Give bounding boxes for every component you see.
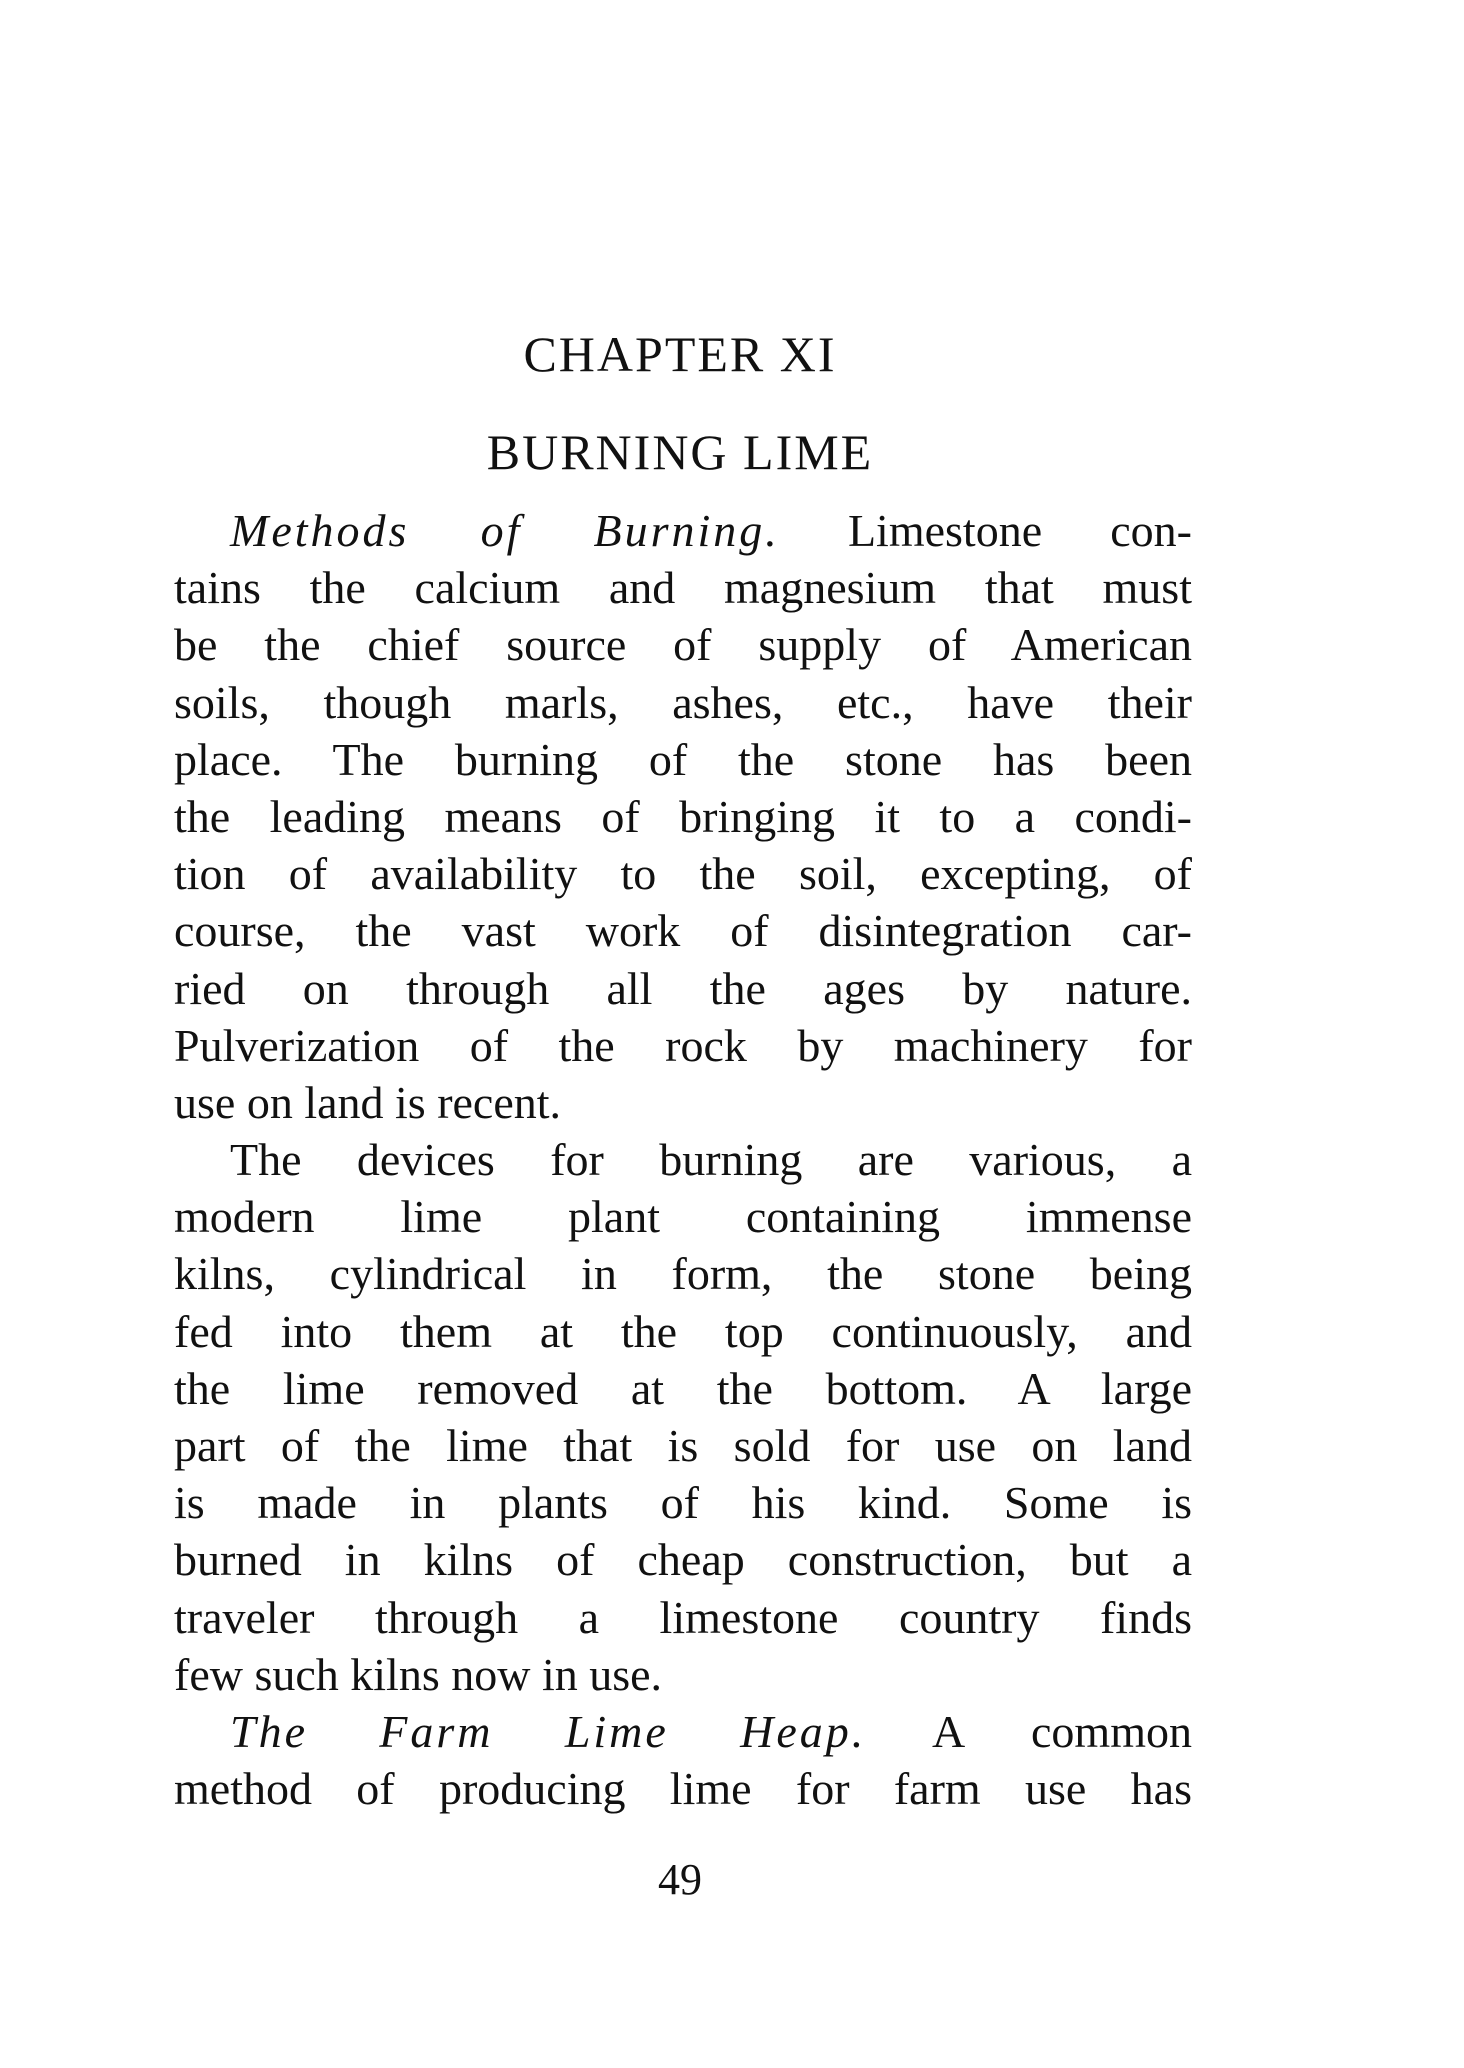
- chapter-title: BURNING LIME: [486, 424, 874, 480]
- text-line: be the chief source of supply of American: [174, 619, 1192, 671]
- text-line: The devices for burning are various, a: [230, 1134, 1192, 1186]
- text-line: Pulverization of the rock by machinery for: [174, 1019, 1192, 1071]
- text-line: course, the vast work of disintegration car-: [174, 905, 1192, 957]
- text-line: the lime removed at the bottom. A large: [174, 1362, 1192, 1414]
- body-text: [174, 502, 1192, 1817]
- page-number: 49: [658, 1855, 702, 1904]
- text-line: part of the lime that is sold for use on land: [174, 1420, 1192, 1471]
- chapter-number: CHAPTER XI: [523, 326, 837, 382]
- text-line: use on land is recent.: [174, 1076, 562, 1128]
- text-line: fed into them at the top continuously, and: [174, 1305, 1192, 1357]
- paragraph-farm-lime-heap: [174, 1703, 1192, 1817]
- text-line: is made in plants of his kind. Some is: [174, 1477, 1192, 1529]
- text-line: tion of availability to the soil, excepting, of: [174, 848, 1192, 900]
- paragraph-devices-for-burning: [174, 1131, 1192, 1703]
- text-line: [174, 1703, 1192, 1760]
- text-line: traveler through a limestone country finds: [174, 1591, 1192, 1643]
- text-line: method of producing lime for farm use has: [174, 1763, 1192, 1815]
- section-heading: The Farm Lime Heap.: [230, 1705, 867, 1757]
- text-line-content: Limestone con-: [847, 505, 1192, 556]
- text-line: ried on through all the ages by nature.: [174, 962, 1192, 1014]
- text-line: few such kilns now in use.: [174, 1648, 663, 1700]
- text-line: [174, 502, 1192, 559]
- text-line: place. The burning of the stone has been: [174, 733, 1192, 785]
- section-heading: Methods of Burning.: [230, 505, 780, 556]
- paragraph-methods-of-burning: [174, 502, 1192, 1131]
- text-line: the leading means of bringing it to a condi-: [174, 790, 1192, 842]
- text-line: tains the calcium and magnesium that must: [174, 562, 1192, 614]
- text-line-content: A common: [932, 1705, 1192, 1757]
- text-line: burned in kilns of cheap construction, but a: [174, 1534, 1192, 1586]
- text-line: kilns, cylindrical in form, the stone being: [174, 1248, 1192, 1300]
- text-line: soils, though marls, ashes, etc., have their: [174, 676, 1192, 728]
- text-line: modern lime plant containing immense: [174, 1191, 1192, 1243]
